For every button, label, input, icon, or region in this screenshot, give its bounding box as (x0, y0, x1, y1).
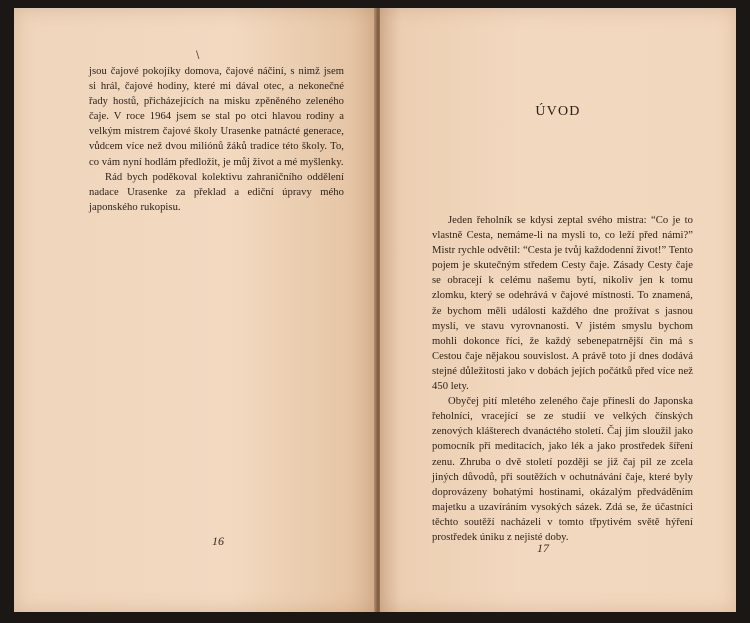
pencil-mark: \ (196, 50, 200, 61)
right-paragraph-1: Jeden řeholník se kdysi zeptal svého mistra: “Co je to vlastně Cesta, nemáme-li na mysli to, co leží před námi?” Mistr rychle odvětil: “Cesta je tvůj každodenní život!” Tento pojem je skutečným středem Cesty čaje. Zásady Cesty čaje se obracejí k celému našemu bytí, nikoliv jen k tomu zlomku, který se odehrává v čajové místnosti. To znamená, že bychom měli události každého dne prožívat s jasnou myslí, ve stavu vyrovnanosti. V jistém smyslu bychom mohli dokonce říci, že každý sebenepatrnější čin má s Cestou čaje nějakou souvislost. A právě toto jí dnes dodává stejné důležitosti jako v dobách jejích počátků před více než 450 lety. (432, 215, 693, 393)
right-page-number: 17 (537, 541, 549, 555)
left-paragraph-2: Rád bych poděkoval kolektivu zahraničního oddělení nadace Urasenke za překlad a ediční úpravy mého japonského rukopisu. (89, 171, 344, 213)
left-paragraph-1: jsou čajové pokojíky domova, čajové náčiní, s nimž jsem si hrál, čajové hodiny, které mi dával otec, a nekonečné řady hostů, přicházejících na misku zpěněného zeleného čaje. V roce 1964 jsem se stal po otci hlavou rodiny a velkým mistrem čajové školy Urasenke patnácté generace, vůdcem více než dvou miliónů žáků tradice této školy. To, co vám nyní hodlám předložit, je můj život a mé myšlenky. (89, 66, 344, 168)
left-page-number: 16 (212, 534, 224, 548)
right-paragraph-2: Obyčej pití mletého zeleného čaje přinesli do Japonska řeholníci, vracející se ze studií ve velkých čínských zenových klášterech dvanáctého století. Čaj jim sloužil jako pomocník při meditacích, jako lék a jako prostředek šíření zenu. Zhruba o dvě století později se již čaj pil ze zcela jiných důvodů, při soutěžích v ochutnávání čaje, které byly doprovázeny bohatými hostinami, okázalým předváděním majetku a uzavíráním vysokých sázek. Zdá se, že účastníci těchto soutěží nacházeli v tomto třpytivém světě hýření prostředek úniku z nejisté doby. (432, 396, 693, 543)
left-page (14, 8, 376, 612)
right-page (380, 8, 736, 612)
left-page-body (89, 64, 344, 215)
chapter-heading: ÚVOD (535, 104, 581, 119)
right-page-body (432, 213, 693, 545)
